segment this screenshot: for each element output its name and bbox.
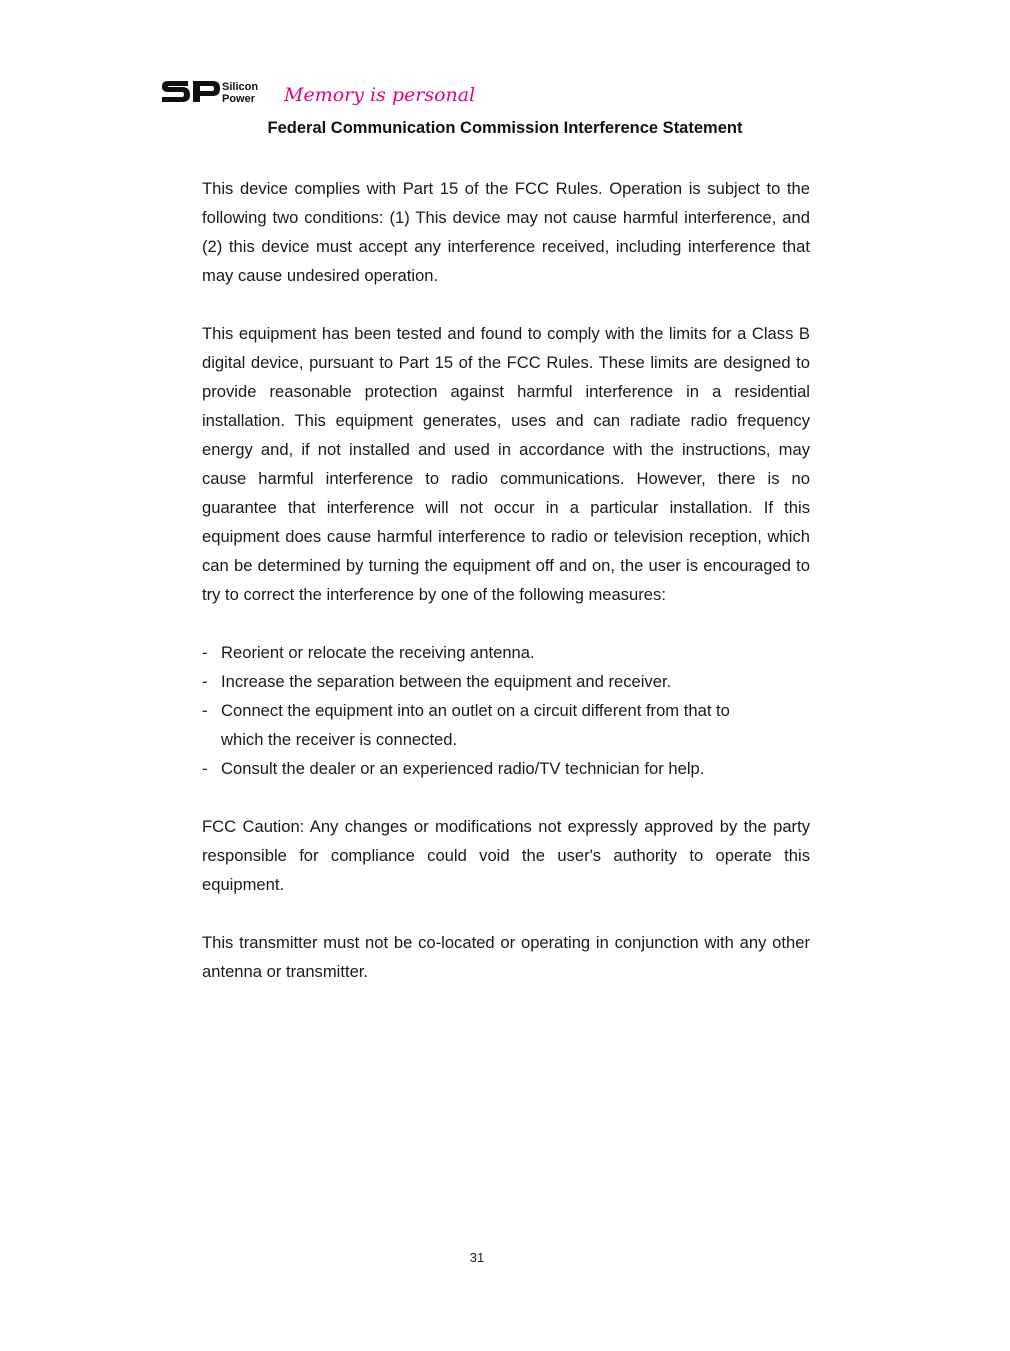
compliance-paragraph: This device complies with Part 15 of the FCC Rules. Operation is subject to the following two conditions: (1) This device may not cause harmful interference, and (2) this device must accept any interference received, including interference that may cause undesired operation. (202, 179, 810, 285)
logo-p-mark (193, 81, 220, 102)
transmitter-note-paragraph: This transmitter must not be co-located or operating in conjunction with any other antenna or transmitter. (202, 933, 810, 981)
list-item (202, 754, 810, 783)
list-item (202, 696, 810, 754)
list-item-text: Connect the equipment into an outlet on a circuit different from that to which the receiver is connected. (221, 701, 730, 749)
logo-graphic (160, 72, 476, 112)
logo-brand-line2: Power (222, 93, 256, 105)
list-item-text: Consult the dealer or an experienced radio/TV technician for help. (221, 759, 705, 778)
list-item-text: Reorient or relocate the receiving antenna. (221, 643, 535, 662)
fcc-caution-paragraph: FCC Caution: Any changes or modifications not expressly approved by the party responsible for compliance could void the user's authority to operate this equipment. (202, 817, 810, 894)
page-number: 31 (469, 1250, 485, 1265)
list-item (202, 638, 810, 667)
bullet-dash: - (202, 701, 208, 720)
bullet-dash: - (202, 643, 208, 662)
silicon-power-logo (160, 72, 476, 112)
document-title: Federal Communication Commission Interference Statement (267, 119, 743, 137)
list-item-text: Increase the separation between the equipment and receiver. (221, 672, 672, 691)
list-item (202, 667, 810, 696)
document-body (202, 174, 810, 1015)
class-b-paragraph: This equipment has been tested and found to comply with the limits for a Class B digital device, pursuant to Part 15 of the FCC Rules. These limits are designed to provide reasonable protection against harmful interference in a residential installation. This equipment generates, uses and can radiate radio frequency energy and, if not installed and used in accordance with the instructions, may cause harmful interference to radio communications. However, there is no guarantee that interference will not occur in a particular installation. If this equipment does cause harmful interference to radio or television reception, which can be determined by turning the equipment off and on, the user is encouraged to try to correct the interference by one of the following measures: (202, 324, 810, 604)
logo-tagline: Memory is personal (284, 84, 476, 106)
bullet-dash: - (202, 759, 208, 778)
bullet-dash: - (202, 672, 208, 691)
logo-s-mark (162, 81, 190, 102)
measures-list (202, 638, 810, 783)
logo-brand-line1: Silicon (222, 81, 259, 93)
